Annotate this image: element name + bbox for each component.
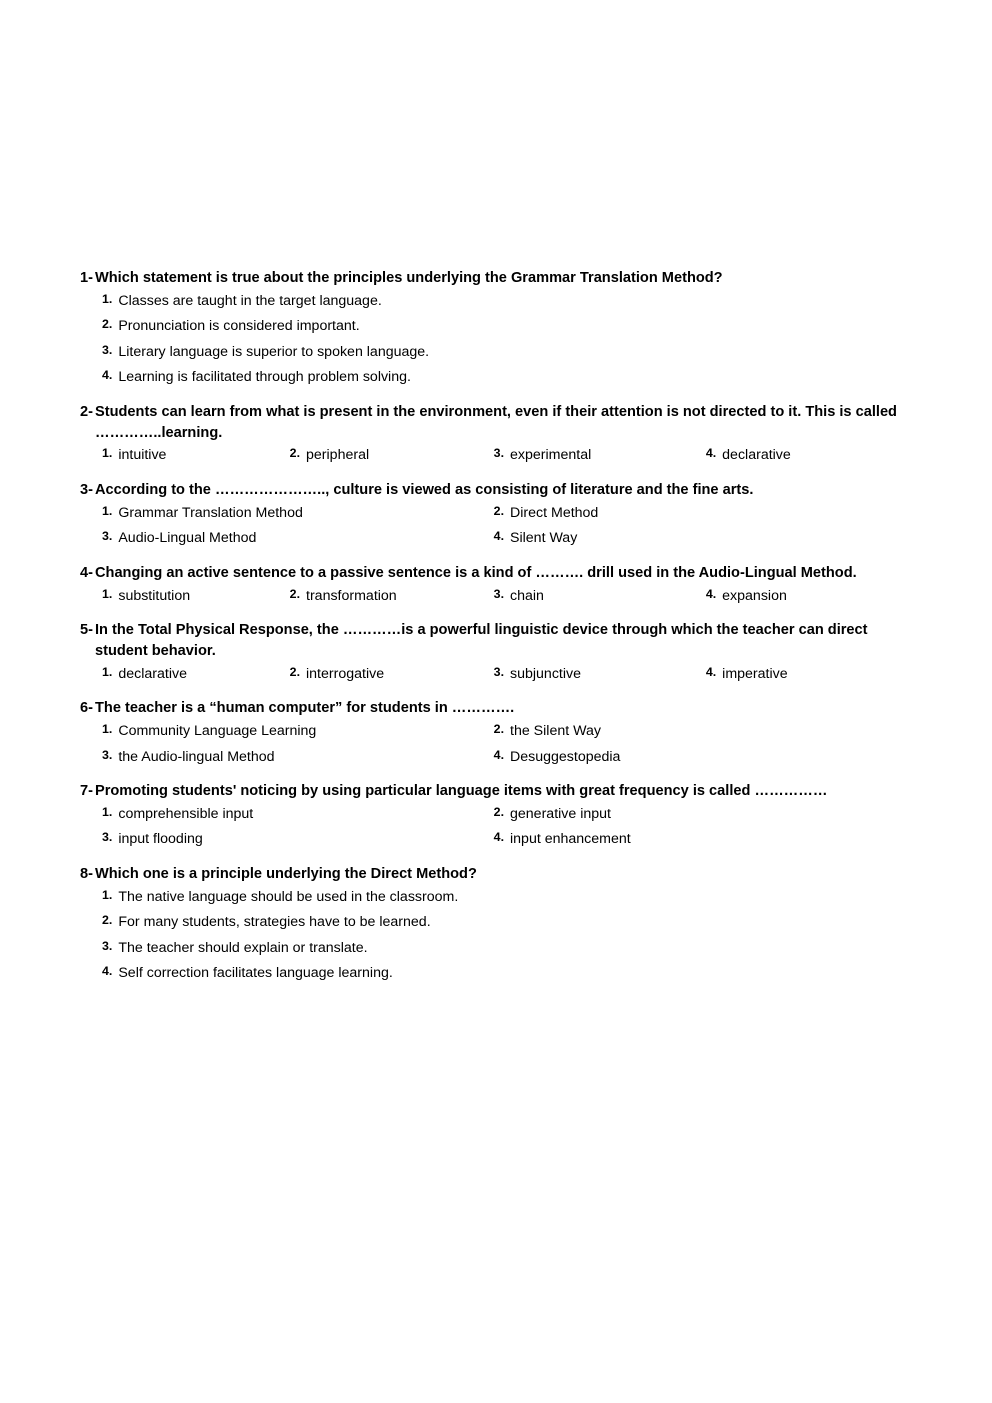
option-label: Direct Method	[510, 504, 599, 521]
option-item[interactable]	[102, 887, 918, 913]
option-label: Pronunciation is considered important.	[118, 318, 360, 335]
option-item[interactable]	[494, 503, 902, 529]
option-item[interactable]	[494, 586, 706, 612]
question-number: 8-	[80, 865, 93, 882]
option-label: the Audio-lingual Method	[118, 748, 275, 765]
option-label: The native language should be used in the classroom.	[118, 888, 459, 905]
question-block	[80, 620, 918, 689]
option-list	[80, 721, 918, 772]
option-item[interactable]	[494, 829, 902, 855]
option-list	[80, 445, 918, 471]
question-block	[80, 698, 918, 772]
question-text: Which statement is true about the principles underlying the Grammar Translation Method?	[94, 270, 723, 286]
question-line	[80, 864, 918, 885]
question-number: 1-	[80, 270, 93, 286]
option-item[interactable]	[102, 721, 494, 747]
option-number: 1.	[102, 291, 113, 306]
option-number: 3.	[102, 830, 113, 845]
option-row	[102, 503, 918, 529]
option-label: input enhancement	[510, 831, 631, 848]
option-list	[80, 503, 918, 554]
option-number: 4.	[705, 446, 717, 461]
option-number: 1.	[102, 887, 113, 902]
option-label: substitution	[118, 587, 191, 604]
question-line	[80, 781, 918, 802]
option-row	[102, 963, 918, 989]
option-item[interactable]	[290, 445, 494, 471]
option-number: 2.	[493, 721, 505, 736]
option-number: 4.	[493, 529, 505, 544]
question-number: 5-	[80, 622, 93, 639]
option-label: generative input	[510, 805, 611, 822]
question-line	[80, 698, 918, 719]
question-text: Promoting students' noticing by using particular language items with great frequency is called ……………	[94, 783, 828, 800]
question-block	[80, 268, 918, 393]
option-item[interactable]	[102, 912, 918, 938]
question-block	[80, 781, 918, 855]
option-item[interactable]	[494, 445, 706, 471]
option-item[interactable]	[706, 445, 910, 471]
option-label: Learning is facilitated through problem solving.	[118, 369, 411, 386]
option-label: experimental	[510, 447, 592, 464]
option-number: 3.	[102, 938, 113, 953]
option-label: Desuggestopedia	[510, 748, 621, 765]
option-label: Literary language is superior to spoken language.	[118, 343, 430, 360]
option-row	[102, 316, 918, 342]
option-label: chain	[510, 587, 544, 604]
question-number: 2-	[80, 404, 93, 421]
option-item[interactable]	[102, 664, 290, 690]
option-item[interactable]	[102, 342, 918, 368]
option-number: 1.	[102, 804, 113, 819]
option-label: comprehensible input	[118, 805, 254, 822]
option-item[interactable]	[102, 804, 494, 830]
question-text: Which one is a principle underlying the Direct Method?	[94, 865, 477, 882]
option-row	[102, 291, 918, 317]
question-text: In the Total Physical Response, the …………is a powerful linguistic device through which the teacher can direct student behavior.	[94, 622, 868, 659]
option-item[interactable]	[494, 528, 902, 554]
question-text: Changing an active sentence to a passive sentence is a kind of ………. drill used in the Audio-Lingual Method.	[94, 564, 857, 581]
option-item[interactable]	[102, 367, 918, 393]
option-label: imperative	[722, 665, 788, 682]
option-item[interactable]	[102, 963, 918, 989]
question-text: According to the ………………….., culture is viewed as consisting of literature and the fine arts.	[94, 482, 754, 499]
option-row	[102, 342, 918, 368]
question-block	[80, 480, 918, 554]
option-item[interactable]	[706, 586, 910, 612]
option-list	[80, 664, 918, 690]
question-text: The teacher is a “human computer” for students in ………….	[94, 700, 515, 717]
question-number: 6-	[80, 700, 93, 717]
option-number: 2.	[493, 804, 505, 819]
question-line	[80, 620, 918, 661]
option-item[interactable]	[494, 804, 902, 830]
question-line	[80, 268, 918, 289]
option-list	[80, 804, 918, 855]
question-block	[80, 563, 918, 611]
option-row	[102, 747, 918, 773]
option-number: 3.	[102, 342, 113, 357]
question-number: 7-	[80, 783, 93, 800]
option-row	[102, 938, 918, 964]
option-item[interactable]	[290, 586, 494, 612]
option-row	[102, 912, 918, 938]
option-row	[102, 445, 918, 471]
option-number: 2.	[289, 664, 301, 679]
option-label: Community Language Learning	[118, 722, 317, 739]
option-number: 4.	[493, 830, 505, 845]
option-label: The teacher should explain or translate.	[118, 939, 368, 956]
option-label: Silent Way	[510, 530, 578, 547]
option-row	[102, 586, 918, 612]
option-number: 3.	[102, 529, 113, 544]
question-line	[80, 563, 918, 584]
option-number: 4.	[705, 664, 717, 679]
option-item[interactable]	[290, 664, 494, 690]
option-item[interactable]	[102, 829, 494, 855]
question-line	[80, 402, 918, 443]
option-number: 3.	[102, 747, 113, 762]
option-number: 2.	[102, 913, 113, 928]
question-text: Students can learn from what is present in the environment, even if their attention is not directed to it. This is called …………..learning.	[94, 404, 897, 441]
option-label: For many students, strategies have to be learned.	[118, 914, 431, 931]
question-number: 3-	[80, 482, 93, 499]
option-row	[102, 804, 918, 830]
option-row	[102, 887, 918, 913]
option-number: 1.	[102, 664, 113, 679]
option-number: 3.	[493, 446, 505, 461]
option-number: 4.	[102, 368, 113, 383]
option-label: Classes are taught in the target language.	[118, 292, 382, 309]
option-number: 2.	[289, 586, 301, 601]
option-item[interactable]	[102, 445, 290, 471]
option-number: 3.	[493, 586, 505, 601]
question-list	[80, 268, 918, 989]
option-label: input flooding	[118, 831, 203, 848]
option-number: 1.	[102, 721, 113, 736]
option-list	[80, 887, 918, 989]
option-list	[80, 586, 918, 612]
question-number: 4-	[80, 564, 93, 581]
option-number: 1.	[102, 503, 113, 518]
option-number: 2.	[289, 446, 301, 461]
option-item[interactable]	[494, 664, 706, 690]
option-row	[102, 528, 918, 554]
option-label: declarative	[118, 665, 187, 682]
option-number: 1.	[102, 586, 113, 601]
option-label: expansion	[722, 587, 787, 604]
option-label: Self correction facilitates language learning.	[118, 965, 393, 982]
option-label: transformation	[306, 587, 397, 604]
option-item[interactable]	[102, 503, 494, 529]
option-label: Grammar Translation Method	[118, 504, 303, 521]
option-label: intuitive	[118, 447, 167, 464]
option-row	[102, 664, 918, 690]
option-item[interactable]	[102, 747, 494, 773]
option-number: 4.	[493, 747, 505, 762]
option-label: subjunctive	[510, 665, 581, 682]
option-number: 2.	[493, 503, 505, 518]
option-list	[80, 291, 918, 393]
option-number: 1.	[102, 446, 113, 461]
option-label: peripheral	[306, 447, 370, 464]
option-row	[102, 367, 918, 393]
option-item[interactable]	[706, 664, 910, 690]
option-number: 4.	[705, 586, 717, 601]
option-item[interactable]	[102, 528, 494, 554]
option-item[interactable]	[102, 938, 918, 964]
option-item[interactable]	[102, 316, 918, 342]
option-label: interrogative	[306, 665, 385, 682]
option-item[interactable]	[494, 747, 902, 773]
option-row	[102, 829, 918, 855]
option-label: declarative	[722, 447, 791, 464]
option-label: Audio-Lingual Method	[118, 530, 257, 547]
option-item[interactable]	[494, 721, 902, 747]
option-item[interactable]	[102, 291, 918, 317]
option-number: 4.	[102, 964, 113, 979]
option-item[interactable]	[102, 586, 290, 612]
option-number: 3.	[493, 664, 505, 679]
option-label: the Silent Way	[510, 722, 601, 739]
option-row	[102, 721, 918, 747]
option-number: 2.	[102, 317, 113, 332]
question-block	[80, 864, 918, 989]
question-block	[80, 402, 918, 471]
question-line	[80, 480, 918, 501]
